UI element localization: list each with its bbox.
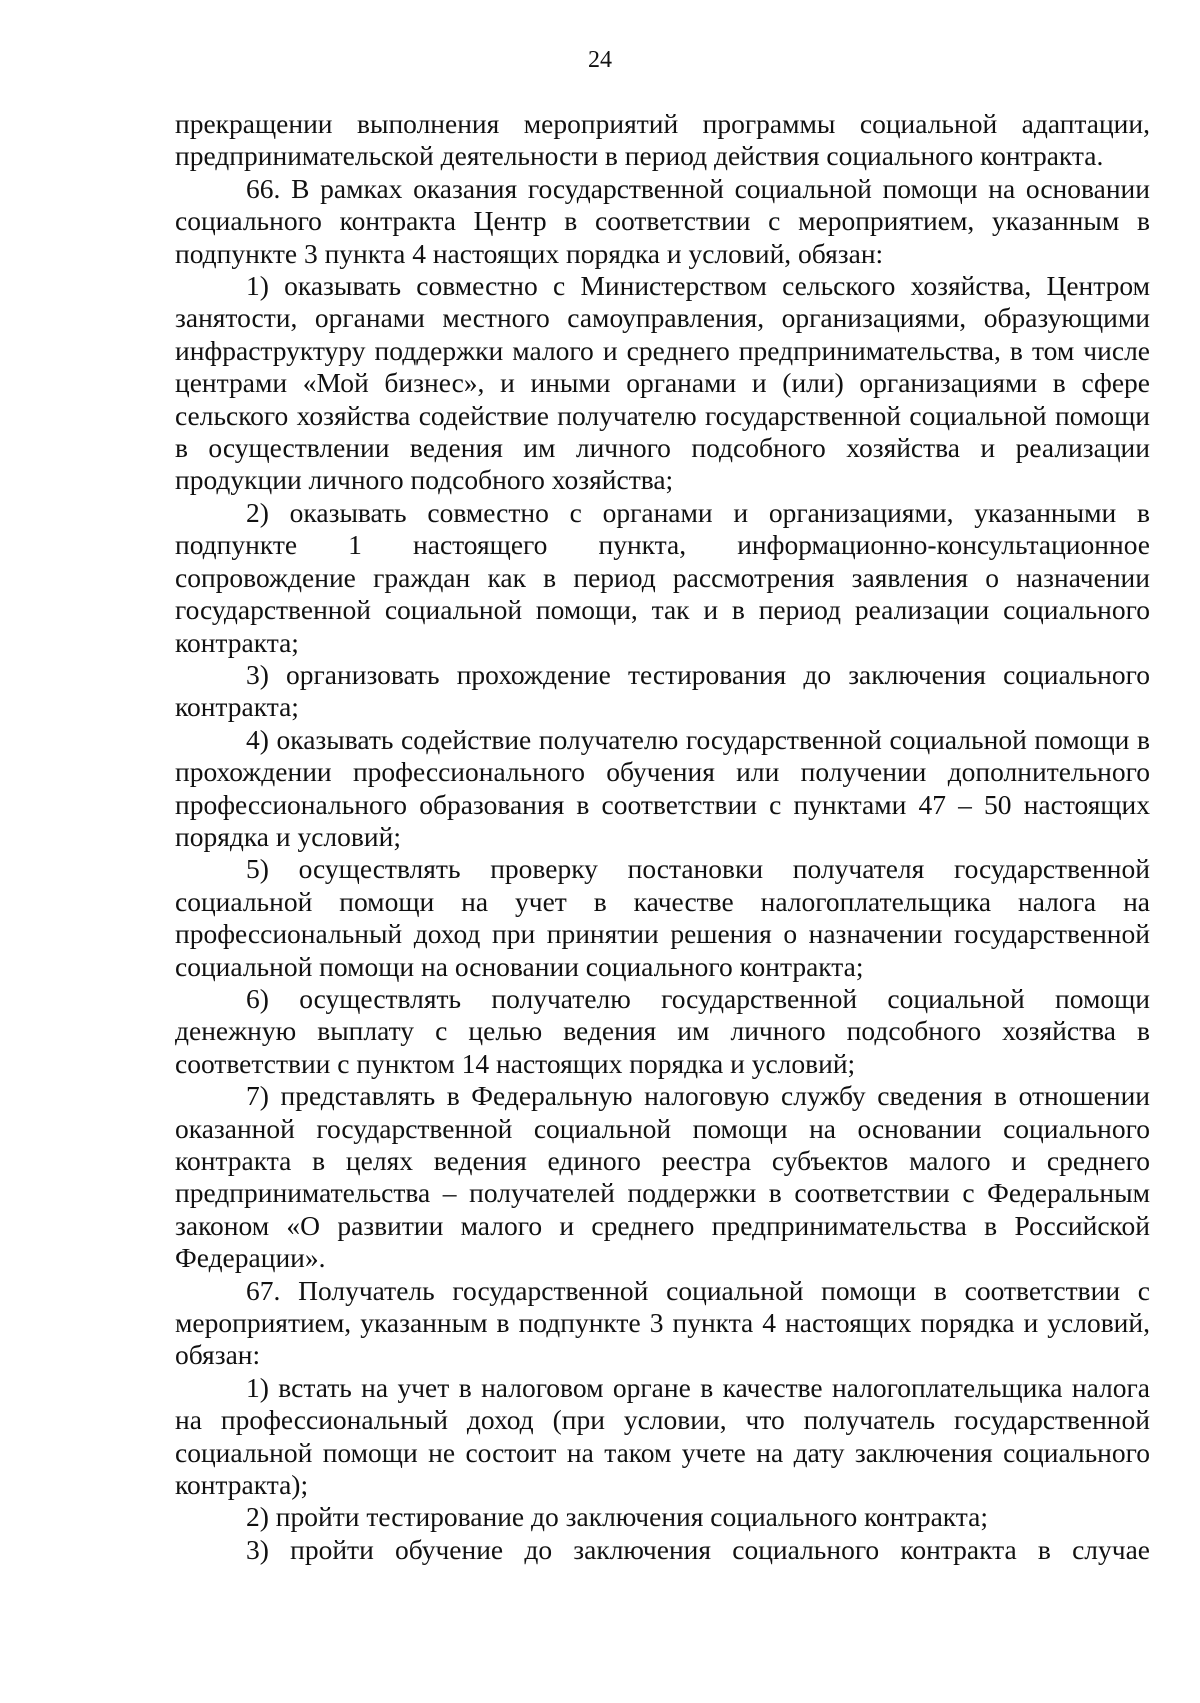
paragraph-66-item-1: 1) оказывать совместно с Министерством сельского хозяйства, Центром занятости, органами местного самоуправления, организациями, образующими инфраструктуру поддержки малого и среднего предпринимательства, в том числе центрами «Мой бизнес», и иными органами и (или) организациями в сфере сельского хозяйства содействие получателю государственной социальной помощи в осуществлении ведения им личного подсобного хозяйства и реализации продукции личного подсобного хозяйства; [175, 270, 1150, 496]
paragraph-66: 66. В рамках оказания государственной социальной помощи на основании социального контракта Центр в соответствии с мероприятием, указанным в подпункте 3 пункта 4 настоящих порядка и условий, обязан: [175, 172, 1150, 269]
paragraph-67-item-2: 2) пройти тестирование до заключения социального контракта; [246, 1501, 989, 1533]
paragraph-66-item-5: 5) осуществлять проверку постановки получателя государственной социальной помощи на учет в качестве налогоплательщика налога на профессиональный доход при принятии решения о назначении государственной социальной помощи на основании социального контракта; [175, 853, 1150, 982]
paragraph-66-item-6: 6) осуществлять получателю государственной социальной помощи денежную выплату с целью ведения им личного подсобного хозяйства в соответствии с пунктом 14 настоящих порядка и условий; [175, 982, 1150, 1079]
paragraph-66-item-7: 7) представлять в Федеральную налоговую службу сведения в отношении оказанной государственной социальной помощи на основании социального контракта в целях ведения единого реестра субъектов малого и среднего предпринимательства – получателей поддержки в соответствии с Федеральным законом «О развитии малого и среднего предпринимательства в Российской Федерации». [175, 1080, 1150, 1274]
paragraph-67: 67. Получатель государственной социальной помощи в соответствии с мероприятием, указанным в подпункте 3 пункта 4 настоящих порядка и условий, обязан: [175, 1274, 1150, 1371]
paragraph-66-item-2: 2) оказывать совместно с органами и организациями, указанными в подпункте 1 настоящего пункта, информационно-консультационное сопровождение граждан как в период рассмотрения заявления о назначении государственной социальной помощи, так и в период реализации социального контракта; [175, 496, 1150, 658]
document-body [175, 108, 1150, 1566]
paragraph-66-item-3: 3) организовать прохождение тестирования до заключения социального контракта; [175, 658, 1150, 723]
paragraph-continuation: прекращении выполнения мероприятий программы социальной адаптации, предпринимательской деятельности в период действия социального контракта. [175, 108, 1150, 172]
page-number: 24 [588, 47, 612, 73]
paragraph-67-item-3: 3) пройти обучение до заключения социального контракта в случае [246, 1533, 1150, 1565]
paragraph-67-item-1: 1) встать на учет в налоговом органе в качестве налогоплательщика налога на профессиональный доход (при условии, что получатель государственной социальной помощи не состоит на таком учете на дату заключения социального контракта); [175, 1371, 1150, 1501]
paragraph-66-item-4: 4) оказывать содействие получателю государственной социальной помощи в прохождении профессионального обучения или получении дополнительного профессионального образования в соответствии с пунктами 47 – 50 настоящих порядка и условий; [175, 723, 1150, 852]
